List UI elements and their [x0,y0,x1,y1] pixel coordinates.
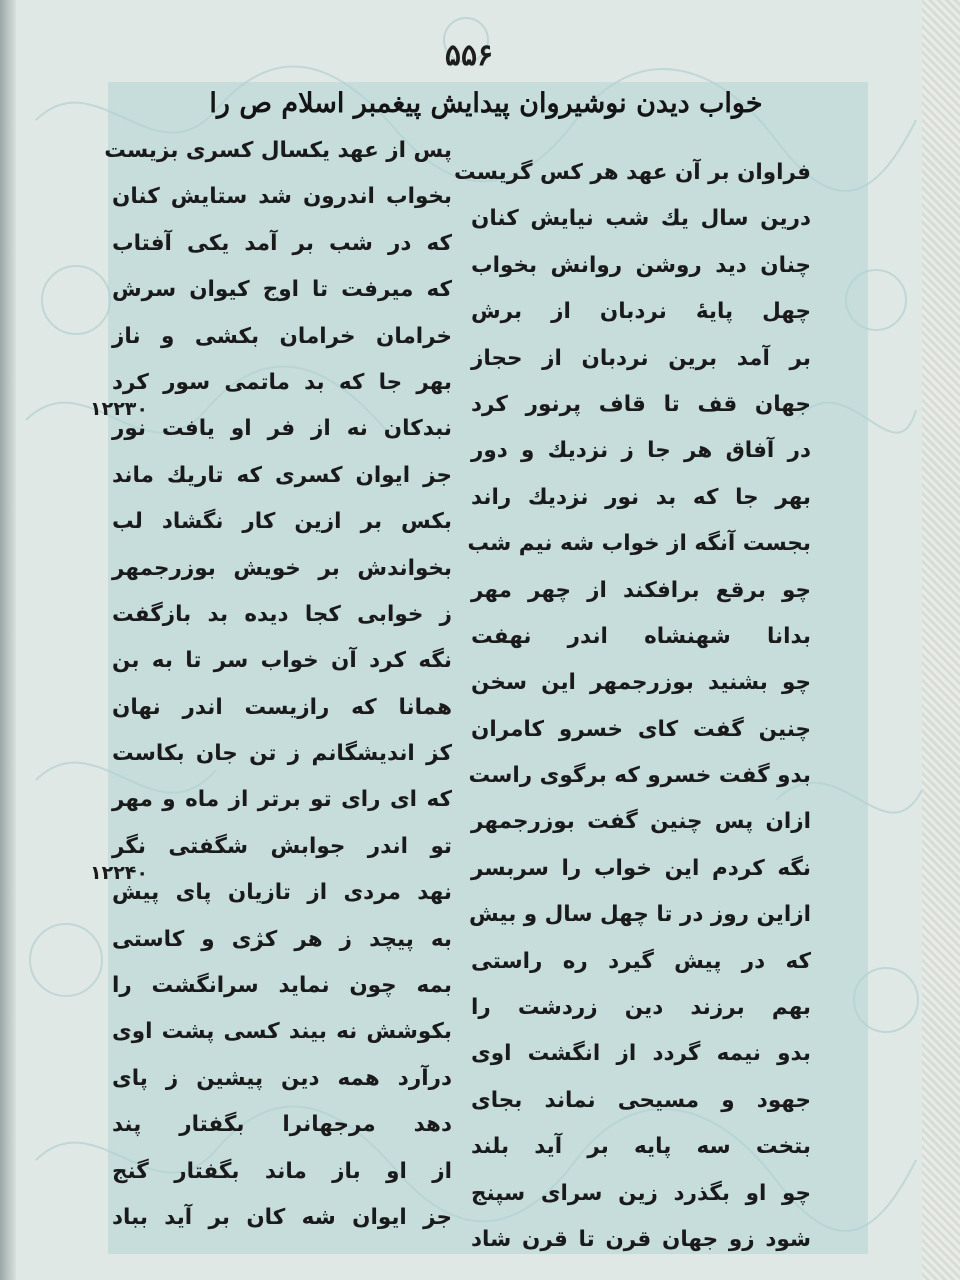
photo-left-edge [0,0,16,1280]
verse-number: ۱۲۲۴۰ [90,862,148,884]
verse-line: جهود و مسیحی نماند بجای [471,1087,811,1113]
verse-line: تو اندر جوابش شگفتی نگر [112,833,452,859]
verse-line: چنین گفت کای خسرو کامران [471,716,811,742]
verse-line: ازاین روز در تا چهل سال و بیش [469,902,811,928]
verse-line: بتخت سه پایه بر آید بلند [471,1134,811,1160]
verse-line: که در پیش گیرد ره راستی [471,948,811,974]
verse-line: دهد مرجهانرا بگفتار پند [112,1112,452,1138]
verse-line: پس از عهد یکسال کسری بزیست [104,138,452,163]
verse-line: همانا که رازیست اندر نهان [112,694,452,720]
verse-line: بدانا شهنشاه اندر نهفت [471,623,811,649]
verse-line: چهل پایهٔ نردبان از برش [471,299,811,325]
verse-line: کز اندیشگانم ز تن جان بکاست [112,741,452,767]
verse-line: در آفاق هر جا ز نزدیك و دور [471,438,811,464]
verse-line: فراوان بر آن عهد هر کس گریست [453,160,811,185]
verse-number: ۱۲۲۳۰ [90,398,148,420]
verse-line: ز خوابی کجا دیده بد بازگفت [112,601,452,627]
verse-line: بدو گفت خسرو که برگوی راست [468,763,811,789]
verse-line: بدو نیمه گردد از انگشت اوی [471,1041,811,1067]
left-verse-column [104,128,452,1241]
verse-line: بهر جا که بد ماتمی سور کرد [112,369,452,395]
verse-line: که ای رای تو برتر از ماه و مهر [112,787,452,813]
verse-line: بخواندش بر خویش بوزرجمهر [112,555,452,581]
right-verse-column [453,150,811,1263]
verse-line: که در شب بر آمد یکی آفتاب [112,230,452,256]
verse-line: بهر جا که بد نور نزدیك راند [471,484,811,510]
verse-line: چو بشنید بوزرجمهر این سخن [471,670,811,696]
verse-line: درآرد همه دین پیشین ز پای [112,1065,452,1091]
verse-line: بکوشش نه بیند کسی پشت اوی [112,1019,452,1045]
verse-line: بجست آنگه از خواب شه نیم شب [467,531,811,557]
verse-line: ازان پس چنین گفت بوزرجمهر [471,809,811,835]
book-page [16,0,922,1280]
verse-line: از او باز ماند بگفتار گنج [112,1158,452,1184]
verse-line: جهان قف تا قاف پرنور کرد [471,391,811,417]
verse-line: بهم برزند دین زردشت را [471,995,811,1021]
verse-line: خرامان خرامان بکشی و ناز [112,323,452,349]
verse-line: نگه کرد آن خواب سر تا به بن [112,648,452,674]
verse-line: چو او بگذرد زین سرای سپنج [471,1180,811,1206]
verse-line: بر آمد برین نردبان از حجاز [471,345,811,371]
verse-line: نبدکان نه از فر او یافت نور [112,416,452,442]
verse-line: نگه کردم این خواب را سربسر [471,855,811,881]
verse-line: بکس بر ازین کار نگشاد لب [112,509,452,535]
verse-line: شود زو جهان قرن تا قرن شاد [471,1226,811,1252]
verse-line: جز ایوان شه کان بر آید بباد [112,1204,452,1230]
page-number: ۵۵۶ [444,38,494,73]
verse-line: که میرفت تا اوج کیوان سرش [112,277,452,303]
photo-right-edge [922,0,960,1280]
verse-line: جز ایوان کسری که تاریك ماند [112,462,452,488]
verse-line: چو برقع برافکند از چهر مهر [471,577,811,603]
verse-line: به پیچد ز هر کژی و کاستی [112,926,452,952]
section-title: خواب دیدن نوشیروان پیدایش پیغمبر اسلام ص را [209,88,763,119]
verse-line: بخواب اندرون شد ستایش کنان [112,184,452,210]
verse-line: نهد مردی از تازیان پای پیش [112,880,452,906]
verse-line: بمه چون نماید سرانگشت را [112,973,452,999]
verse-line: چنان دید روشن روانش بخواب [471,252,811,278]
verse-line: درین سال یك شب نیایش کنان [471,206,811,232]
